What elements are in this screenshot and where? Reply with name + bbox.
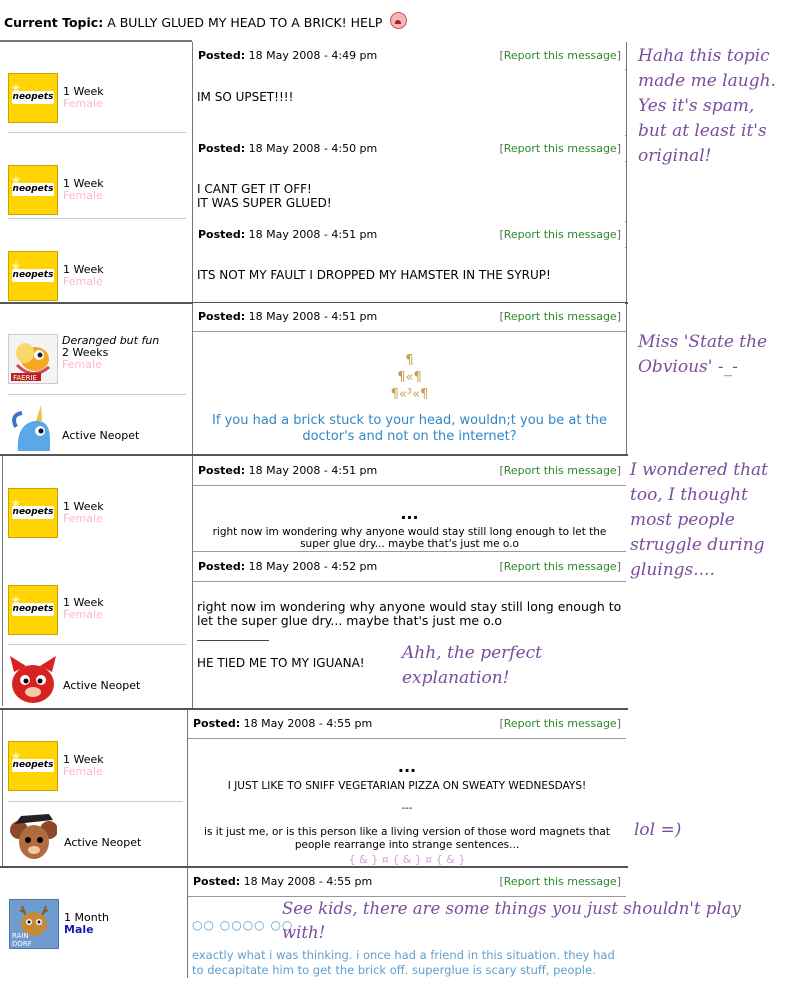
post-header xyxy=(193,553,625,581)
gender: Female xyxy=(63,765,103,778)
posted-label: Posted: xyxy=(198,464,246,477)
pet-avatar[interactable] xyxy=(8,334,58,384)
unicorn-pet-icon xyxy=(8,405,56,451)
post-line: doctor's and not on the internet? xyxy=(302,429,517,444)
post-body xyxy=(193,413,626,445)
pet-status: Active Neopet xyxy=(62,429,140,442)
topic-header xyxy=(4,12,407,30)
raindorf-pet-icon xyxy=(10,900,58,948)
annotation-note: Miss 'State the Obvious' -_- xyxy=(638,332,768,377)
neopets-avatar[interactable]: neopets xyxy=(8,165,58,215)
account-age: 2 Weeks xyxy=(62,346,109,359)
user-info xyxy=(63,86,104,110)
account-age: 1 Week xyxy=(63,596,104,609)
ellipsis: ... xyxy=(397,757,417,776)
pet-avatar[interactable] xyxy=(9,899,59,949)
post-line: IT WAS SUPER GLUED! xyxy=(197,196,332,210)
user-info xyxy=(64,912,109,936)
report-link[interactable]: [Report this message] xyxy=(499,49,621,62)
quote-divider xyxy=(197,640,269,641)
svg-text:RAIN: RAIN xyxy=(12,932,29,940)
post-date: 18 May 2008 - 4:50 pm xyxy=(248,142,378,155)
neopets-avatar[interactable]: neopets xyxy=(8,251,58,301)
ellipsis: ... xyxy=(400,504,419,523)
bubble-decoration: ○○ ○○○○ ○○ xyxy=(192,918,294,932)
gender: Female xyxy=(62,358,102,371)
post-body xyxy=(197,268,551,282)
account-age: 1 Week xyxy=(63,753,104,766)
post-line: If you had a brick stuck to your head, wouldn;t you be at the xyxy=(212,413,607,428)
neopets-avatar[interactable]: neopets xyxy=(8,741,58,791)
user-info xyxy=(62,335,159,371)
faerie-pet-icon xyxy=(9,335,57,383)
annotation-note: lol =) xyxy=(634,820,682,840)
report-link[interactable]: [Report this message] xyxy=(499,464,621,477)
account-age: 1 Week xyxy=(63,177,104,190)
topic-title: A BULLY GLUED MY HEAD TO A BRICK! HELP xyxy=(107,15,383,30)
post-line: right now im wondering why anyone would stay still long enough to xyxy=(197,599,622,614)
report-link[interactable]: [Report this message] xyxy=(499,875,621,888)
account-age: 1 Week xyxy=(63,500,104,513)
pet-avatar[interactable] xyxy=(9,812,57,862)
neopets-avatar[interactable]: neopets xyxy=(8,488,58,538)
post-date: 18 May 2008 - 4:51 pm xyxy=(248,228,378,241)
post-header xyxy=(193,42,625,70)
gender: Female xyxy=(63,97,103,110)
posted-label: Posted: xyxy=(198,228,246,241)
post-line: people rearrange into strange sentences... xyxy=(294,839,520,851)
post-header xyxy=(193,457,625,485)
account-age: 1 Week xyxy=(63,85,104,98)
svg-text:FAERIE: FAERIE xyxy=(13,374,37,382)
pet-avatar[interactable] xyxy=(8,405,56,451)
post-header xyxy=(193,303,625,331)
posted-label: Posted: xyxy=(198,310,246,323)
gender: Female xyxy=(63,275,103,288)
glyph-decoration: ¶ ¶«¶ ¶«³«¶ xyxy=(390,353,429,402)
report-link[interactable]: [Report this message] xyxy=(499,142,621,155)
post-date: 18 May 2008 - 4:55 pm xyxy=(243,875,373,888)
user-info xyxy=(63,264,104,288)
post-header xyxy=(188,710,625,738)
user-info xyxy=(63,754,104,778)
neopets-avatar[interactable]: neopets xyxy=(8,585,58,635)
post-line: I CANT GET IT OFF! xyxy=(197,182,312,196)
sad-face-icon xyxy=(390,12,407,29)
annotation-note: Haha this topic made me laugh. Yes it's spam, but at least it's original! xyxy=(638,46,776,166)
posted-label: Posted: xyxy=(193,875,241,888)
report-link[interactable]: [Report this message] xyxy=(499,228,621,241)
post-line: exactly what i was thinking. i once had a friend in this situation. they had xyxy=(192,948,615,962)
post-line: I JUST LIKE TO SNIFF VEGETARIAN PIZZA ON SWEATY WEDNESDAYS! xyxy=(227,780,587,792)
account-age: 1 Week xyxy=(63,263,104,276)
post-header xyxy=(193,221,625,249)
annotation-note: Ahh, the perfect explanation! xyxy=(402,643,543,688)
gender: Female xyxy=(63,189,103,202)
separator-text: --- xyxy=(401,803,413,814)
annotation-note: I wondered that too, I thought most people struggle during gluings.... xyxy=(630,460,769,580)
post-body xyxy=(197,90,293,104)
pet-avatar[interactable] xyxy=(8,656,56,706)
report-link[interactable]: [Report this message] xyxy=(499,310,621,323)
posted-label: Posted: xyxy=(198,142,246,155)
post-body xyxy=(188,779,626,793)
post-line: IM SO UPSET!!!! xyxy=(197,90,294,104)
post-body xyxy=(193,526,626,550)
posted-label: Posted: xyxy=(198,49,246,62)
post-body xyxy=(192,948,615,978)
red-pet-icon xyxy=(8,656,56,706)
user-info xyxy=(63,178,104,202)
post-date: 18 May 2008 - 4:49 pm xyxy=(248,49,378,62)
post-date: 18 May 2008 - 4:51 pm xyxy=(248,310,378,323)
post-header xyxy=(188,868,625,896)
gender: Male xyxy=(64,923,94,936)
mouse-pet-icon xyxy=(9,812,57,862)
annotation-note: See kids, there are some things you just shouldn't play with! xyxy=(282,899,741,942)
gender: Female xyxy=(63,608,103,621)
post-line: let the super glue dry... maybe that's just me o.o xyxy=(197,613,503,628)
post-date: 18 May 2008 - 4:51 pm xyxy=(248,464,378,477)
post-date: 18 May 2008 - 4:52 pm xyxy=(248,560,378,573)
neopets-avatar[interactable]: neopets xyxy=(8,73,58,123)
posted-label: Posted: xyxy=(193,717,241,730)
signature-decoration: { & } ¤ { & } ¤ { & } xyxy=(348,853,466,866)
pet-status: Active Neopet xyxy=(64,836,142,849)
report-link[interactable]: [Report this message] xyxy=(499,717,621,730)
post-line: to decapitate him to get the brick off. superglue is scary stuff, people. xyxy=(192,963,596,977)
report-link[interactable]: [Report this message] xyxy=(499,560,621,573)
account-age: 1 Month xyxy=(64,911,109,924)
gender: Female xyxy=(63,512,103,525)
posted-label: Posted: xyxy=(198,560,246,573)
post-date: 18 May 2008 - 4:55 pm xyxy=(243,717,373,730)
user-info xyxy=(63,501,104,525)
svg-text:DORF: DORF xyxy=(12,940,32,948)
topic-label: Current Topic: xyxy=(4,15,104,30)
post-header xyxy=(193,135,625,163)
pet-status: Active Neopet xyxy=(63,679,141,692)
post-line: ITS NOT MY FAULT I DROPPED MY HAMSTER IN THE SYRUP! xyxy=(197,268,551,282)
post-body xyxy=(197,182,332,210)
user-info xyxy=(63,597,104,621)
post-line: is it just me, or is this person like a living version of those word magnets that xyxy=(204,826,610,838)
user-title: Deranged but fun xyxy=(62,334,160,347)
quoted-text xyxy=(197,600,621,628)
post-line: right now im wondering why anyone would stay still long enough to let the xyxy=(212,526,607,538)
post-body: HE TIED ME TO MY IGUANA! xyxy=(197,656,365,670)
post-body xyxy=(188,826,626,852)
post-line: super glue dry... maybe that's just me o.o xyxy=(300,538,519,550)
